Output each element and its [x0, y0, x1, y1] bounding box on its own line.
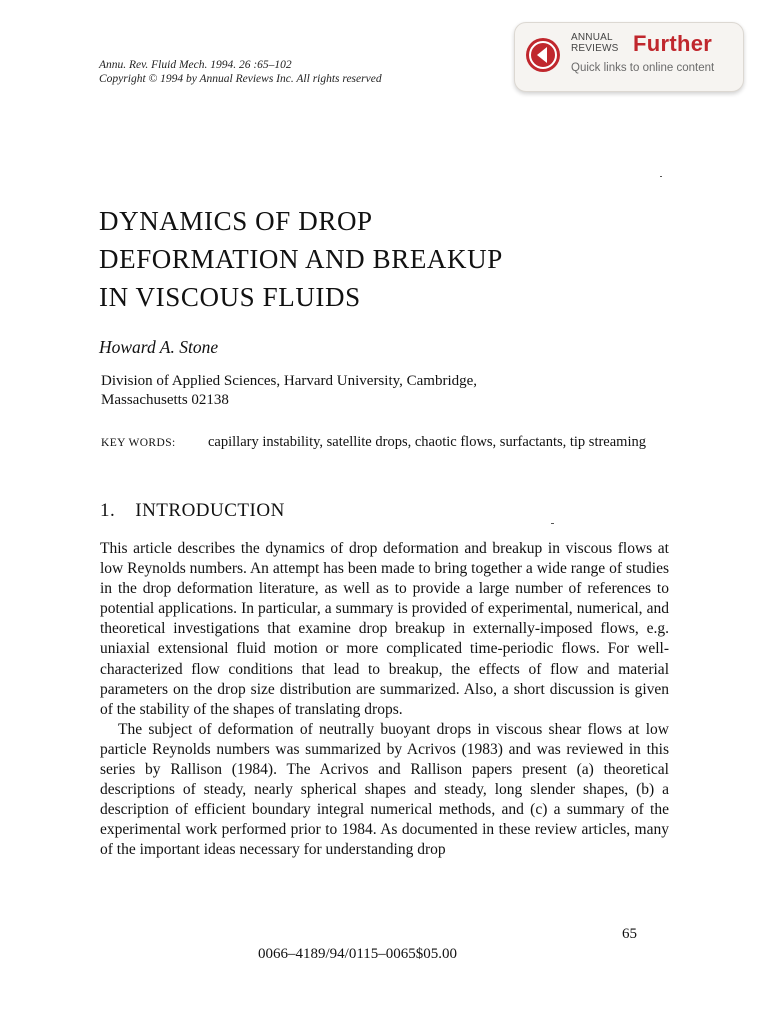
- badge-brand-line1: ANNUAL: [571, 32, 613, 43]
- section-number: 1.: [100, 500, 116, 521]
- affiliation-line: Massachusetts 02138: [101, 392, 229, 408]
- article-code: 0066–4189/94/0115–0065$05.00: [258, 946, 458, 962]
- page-number: 65: [622, 926, 637, 942]
- scan-speck: [660, 176, 662, 177]
- author-name: Howard A. Stone: [99, 337, 219, 357]
- affiliation-line: Division of Applied Sciences, Harvard University, Cambridge,: [101, 373, 478, 389]
- article-body: [100, 539, 669, 861]
- scan-speck: [551, 523, 554, 524]
- journal-citation: [99, 58, 382, 86]
- badge-brand-line2: REVIEWS: [571, 43, 619, 54]
- title-line: DEFORMATION AND BREAKUP: [99, 244, 503, 274]
- copyright-line: Copyright © 1994 by Annual Reviews Inc. All rights reserved: [99, 73, 382, 85]
- article-title: [99, 202, 503, 316]
- title-line: IN VISCOUS FLUIDS: [99, 282, 361, 312]
- section-heading: [100, 500, 285, 522]
- citation-line: Annu. Rev. Fluid Mech. 1994. 26 :65–102: [99, 59, 292, 71]
- annual-reviews-further-badge[interactable]: [514, 22, 744, 92]
- play-back-arrow-icon: [525, 37, 561, 73]
- keywords-label: KEY WORDS:: [101, 437, 176, 449]
- badge-brand: [571, 32, 619, 54]
- badge-headline: Further: [633, 31, 713, 56]
- badge-subtitle[interactable]: Quick links to online content: [571, 62, 715, 74]
- title-line: DYNAMICS OF DROP: [99, 206, 373, 236]
- author-affiliation: [101, 372, 477, 410]
- body-paragraph: The subject of deformation of neutrally buoyant drops in viscous shear flows at low particle Reynolds numbers was summarized by Acrivos (1983) and was reviewed in this series by Rallison (1984). The Acrivos and Rallison papers present (a) theoretical descriptions of steady, nearly spherical shapes and steady, long slender shapes, (b) a description of efficient boundary integral numerical methods, and (c) a summary of the experimental work performed prior to 1984. As documented in these review articles, many of the important ideas necessary for understanding drop: [100, 720, 669, 859]
- body-paragraph: This article describes the dynamics of drop deformation and breakup in viscous flows at low Reynolds numbers. An attempt has been made to bring together a wide range of studies in the drop deformation literature, as well as to provide a large number of references to potential applications. In particular, a summary is provided of experimental, numerical, and theoretical investigations that examine drop breakup in externally-imposed flows, e.g. uniaxial extensional fluid motion or more complicated time-periodic flows. For well-characterized flow conditions that lead to breakup, the effects of flow and material parameters on the drop size distribution are summarized. Also, a short discussion is given of the stability of the shapes of translating drops.: [100, 540, 669, 718]
- section-title: INTRODUCTION: [135, 500, 285, 521]
- keywords-list: capillary instability, satellite drops, chaotic flows, surfactants, tip streaming: [208, 434, 646, 450]
